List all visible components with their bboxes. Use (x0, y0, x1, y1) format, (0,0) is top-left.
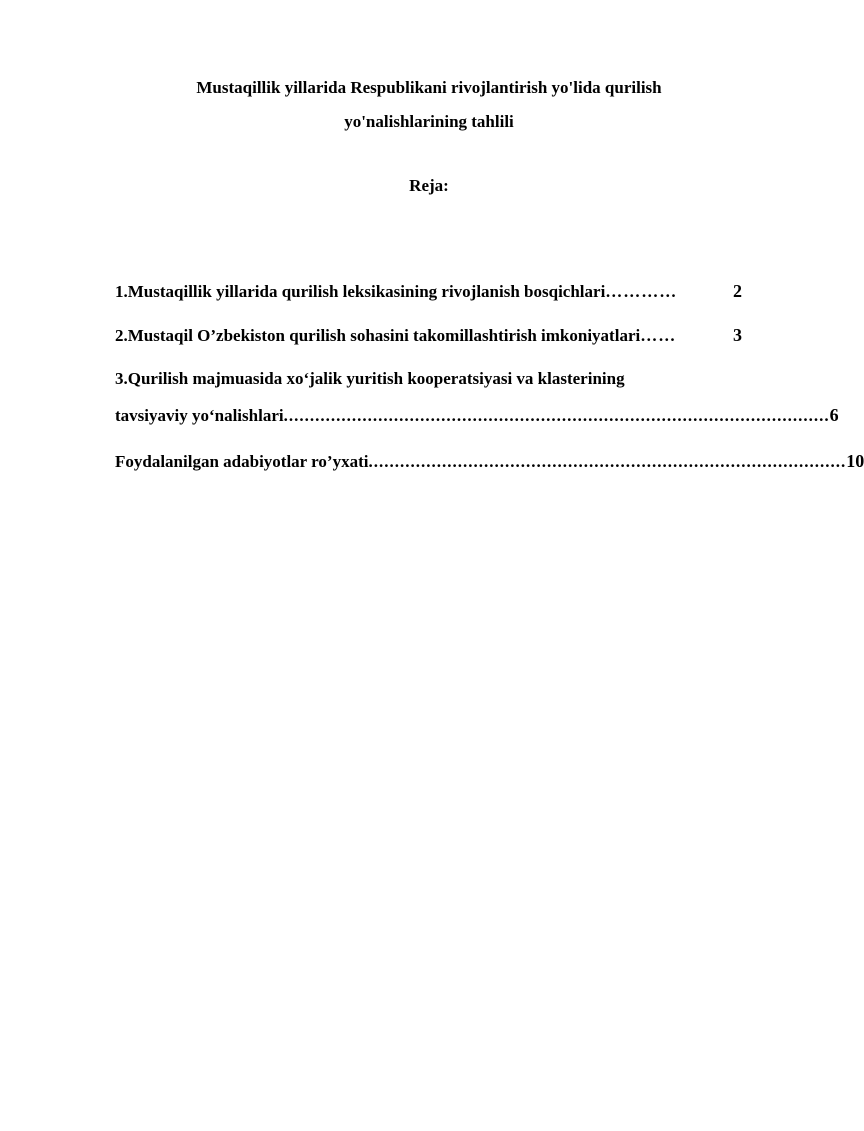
toc-entry (115, 324, 742, 346)
toc-entry-label: tavsiyaviy yo‘nalishlari (115, 406, 284, 425)
toc-entry-leader: ........................................................................................... (368, 452, 847, 471)
toc-entry-page-number: 10 (846, 451, 864, 471)
plan-heading: Reja: (409, 176, 449, 195)
toc-entry-leader: …… (640, 326, 677, 345)
toc-entry-leader: ………… (605, 282, 678, 301)
toc-entry (115, 450, 864, 472)
document-title-line-1: Mustaqillik yillarida Respublikani rivojlantirish yo'lida qurilish (196, 78, 662, 97)
toc-entry-leader: ........................................................................................................ (283, 406, 830, 425)
toc-entry-page-number: 2 (733, 281, 742, 301)
toc-entry-page-number: 3 (733, 325, 742, 345)
toc-entry-label-line-1: 3.Qurilish majmuasida xo‘jalik yuritish kooperatsiyasi va klasterining (115, 369, 625, 388)
toc-entry-page-number: 6 (829, 405, 839, 425)
document-title-line-2: yo'nalishlarining tahlili (344, 112, 514, 131)
toc-entry (115, 404, 839, 426)
toc-entry (115, 280, 742, 302)
toc-entry-label: 1.Mustaqillik yillarida qurilish leksikasining rivojlanish bosqichlari (115, 282, 606, 301)
toc-entry-label: 2.Mustaqil O’zbekiston qurilish sohasini takomillashtirish imkoniyatlari (115, 326, 641, 345)
toc-entry-label: Foydalanilgan adabiyotlar ro’yxati (115, 452, 369, 471)
